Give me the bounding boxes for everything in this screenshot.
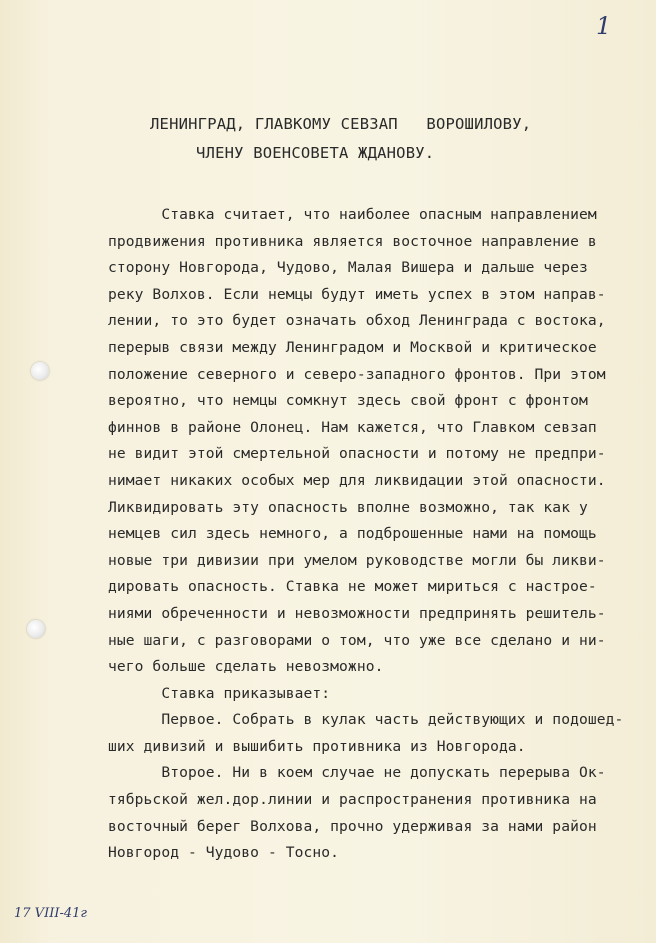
body-line: дировать опасность. Ставка не может мириться с настрое- [108,578,597,596]
address-line-1: ЛЕНИНГРАД, ГЛАВКОМУ СЕВЗАП ВОРОШИЛОВУ, [150,115,532,133]
body-line: вероятно, что немцы сомкнут здесь свой фронт с фронтом [108,392,588,410]
body-line: перерыв связи между Ленинградом и Москвой и критическое [108,338,597,356]
body-line: финнов в районе Олонец. Нам кажется, что Главком севзап [108,418,597,436]
body-line: немцев сил здесь немного, а подброшенные нами на помощь [108,525,597,543]
body-line: ные шаги, с разговорами о том, что уже все сделано и ни- [108,631,606,649]
handwritten-date-note: 17 VIII-41г [14,906,87,921]
body-line: тябрьской жел.дор.линии и распространения противника на [108,791,597,809]
body-line: ниями обреченности и невозможности предпринять решитель- [108,604,606,622]
body-line: Первое. Собрать в кулак часть действующих и подошед- [108,711,624,729]
body-line: Новгород - Чудово - Тосно. [108,844,340,862]
body-line: ших дивизий и вышибить противника из Новгорода. [108,737,526,755]
punch-hole-bottom [27,620,45,638]
body-line: Ставка приказывает: [108,684,331,702]
body-line: Ликвидировать эту опасность вполне возможно, так как у [108,498,588,516]
body-line: Ставка считает, что наиболее опасным направлением [108,206,597,223]
body-line: нимает никаких особых мер для ликвидации этой опасности. [108,471,606,489]
body-line: не видит этой смертельной опасности и потому не предпри- [108,445,606,463]
body-line: новые три дивизии при умелом руководстве могли бы ликви- [108,551,606,569]
body-line: положение северного и северо-западного фронтов. При этом [108,365,606,383]
body-line: чего больше сделать невозможно. [108,658,384,676]
punch-hole-top [31,362,49,380]
body-line: продвижения противника является восточное направление в [108,232,597,250]
address-line-2: ЧЛЕНУ ВОЕНСОВЕТА ЖДАНОВУ. [196,144,435,162]
body-line: сторону Новгорода, Чудово, Малая Вишера и дальше через [108,259,588,277]
body-line: Второе. Ни в коем случае не допускать перерыва Ок- [108,764,606,782]
page-number: 1 [596,12,612,40]
body-line: восточный берег Волхова, прочно удерживая за нами район [108,817,597,835]
body-line: реку Волхов. Если немцы будут иметь успех в этом направ- [108,285,606,303]
document-body [108,202,628,867]
body-line: лении, то это будет означать обход Ленинграда с востока, [108,312,606,330]
